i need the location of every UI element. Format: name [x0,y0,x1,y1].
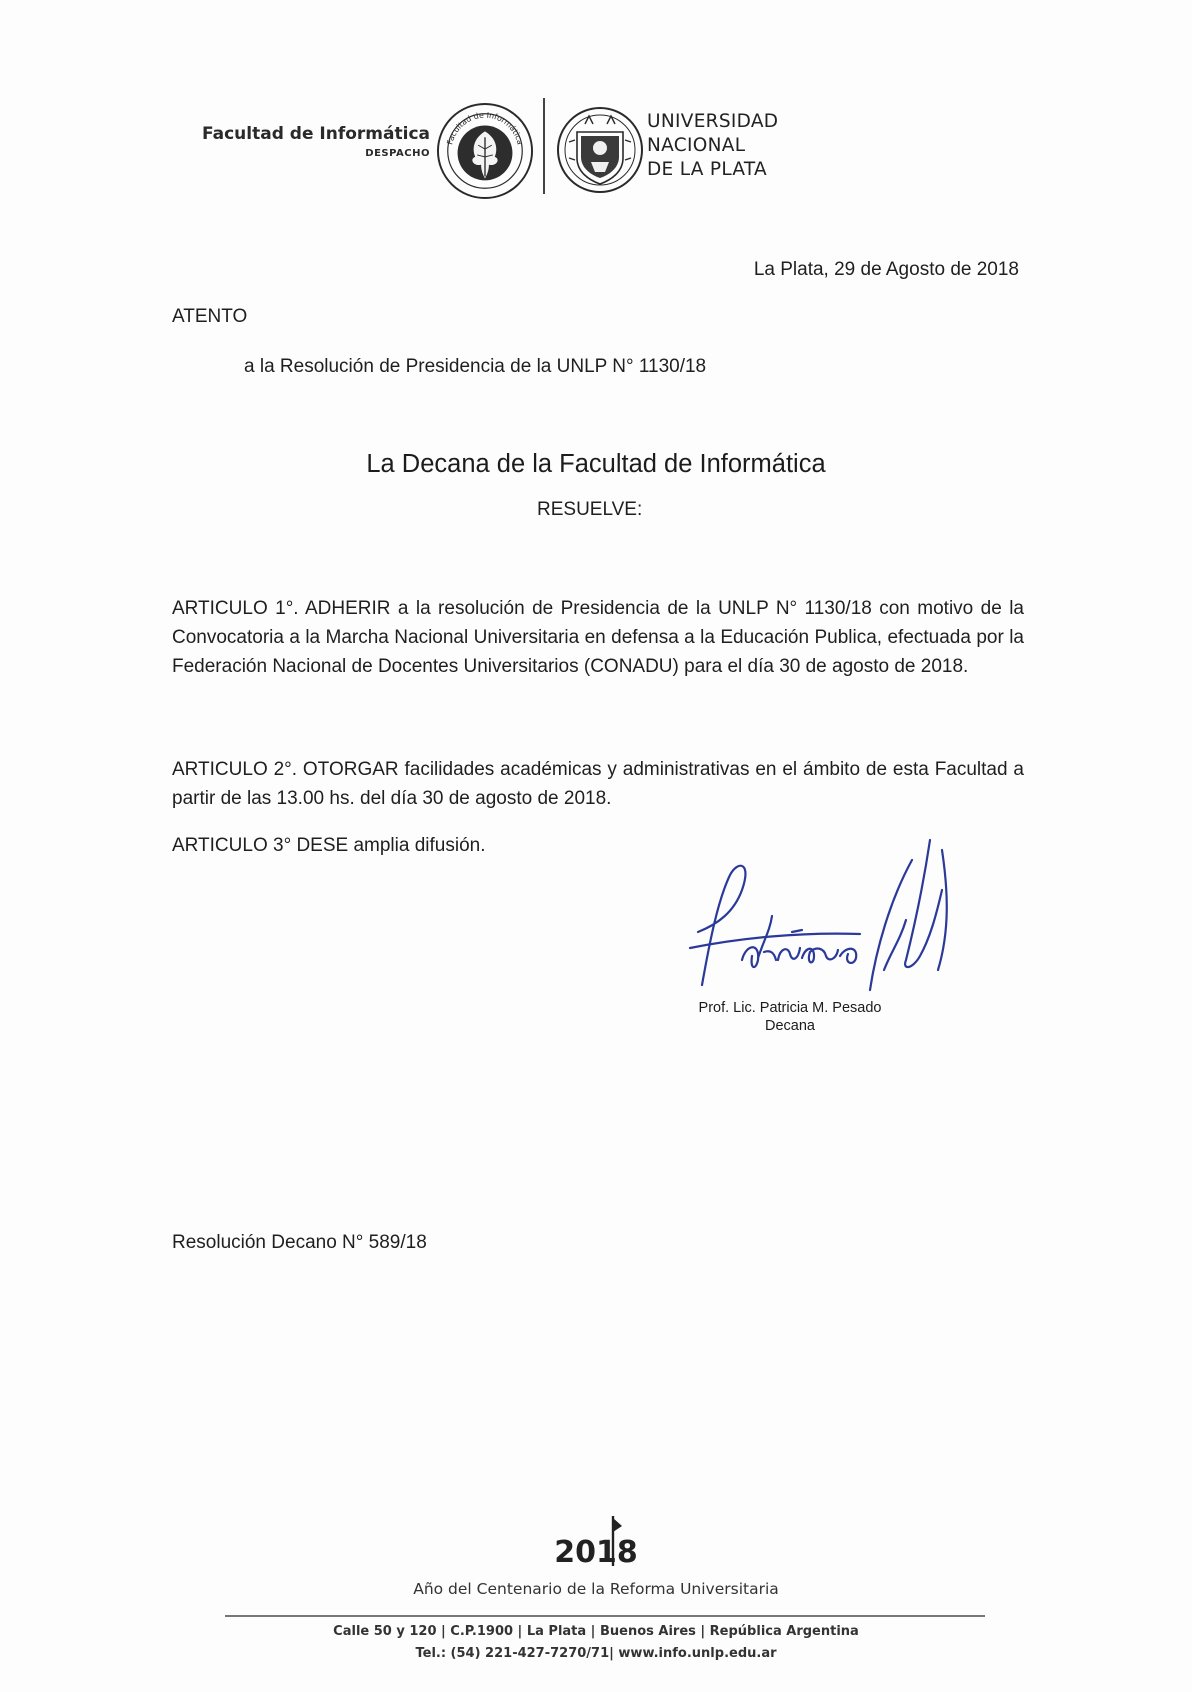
resolution-number: Resolución Decano N° 589/18 [172,1232,427,1253]
document-title: La Decana de la Facultad de Informática [366,450,826,478]
signer-name: Prof. Lic. Patricia M. Pesado [698,1000,882,1016]
oak-leaf-seal-icon [436,102,534,200]
atento-heading: ATENTO [172,306,248,327]
header-divider [543,98,545,194]
centenary-year: 2018 [554,1535,638,1570]
university-name-line: NACIONAL [647,135,746,156]
footer-contact: Tel.: (54) 221-427-7270/71| www.info.unlp.edu.ar [415,1646,777,1661]
article-1: ARTICULO 1°. ADHERIR a la resolución de Presidencia de la UNLP N° 1130/18 con motivo de la Convocatoria a la Marcha Nacional Universitaria en defensa a la Educación Publica, efectuada por la Federación Nacional de Docentes Universitarios (CONADU) para el día 30 de agosto de 2018. [172,598,1024,677]
faculty-seal-text: Facultad de Informática [445,110,525,146]
resuelve-heading: RESUELVE: [537,499,643,520]
faculty-name: Facultad de Informática [202,124,430,144]
article-3: ARTICULO 3° DESE amplia difusión. [172,835,486,856]
university-name-line: UNIVERSIDAD [647,111,779,132]
handwritten-signature [680,820,980,1020]
article-2: ARTICULO 2°. OTORGAR facilidades académicas y administrativas en el ámbito de esta Facultad a partir de las 13.00 hs. del día 30 de agosto de 2018. [172,759,1024,809]
document-date: La Plata, 29 de Agosto de 2018 [753,259,1019,280]
considering-text: a la Resolución de Presidencia de la UNLP N° 1130/18 [244,356,707,377]
centenary-caption: Año del Centenario de la Reforma Universitaria [413,1580,779,1598]
signer-role: Decana [765,1018,815,1034]
university-name [647,110,778,182]
university-name-line: DE LA PLATA [647,159,768,180]
unlp-crest-icon [555,102,645,198]
faculty-office: DESPACHO [365,148,430,159]
footer-divider [225,1615,985,1617]
footer-address: Calle 50 y 120 | C.P.1900 | La Plata | Buenos Aires | República Argentina [333,1624,859,1639]
signer-block [660,999,920,1035]
